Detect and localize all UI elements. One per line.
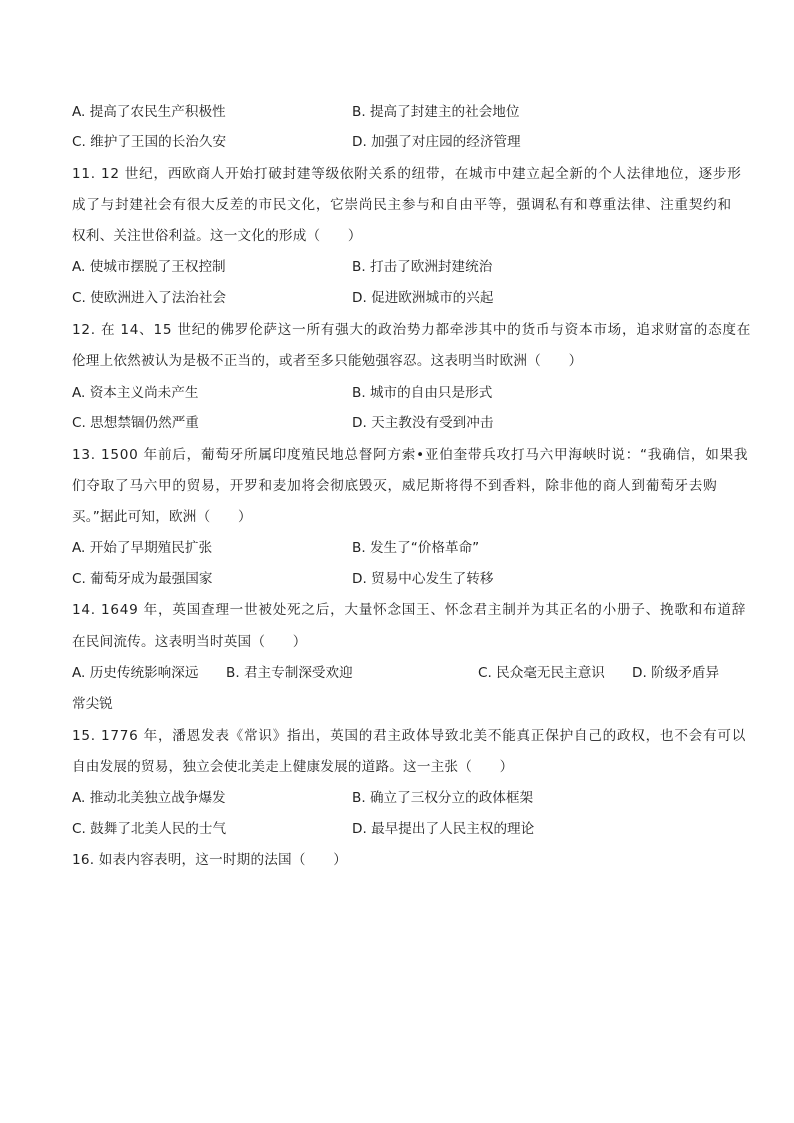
q12-option-b: B. 城市的自由只是形式 — [352, 385, 493, 401]
q11-stem-line-3: 权利、关注世俗利益。这一文化的形成（ ） — [72, 228, 362, 244]
q10-option-b: B. 提高了封建主的社会地位 — [352, 104, 520, 120]
q12-option-c: C. 思想禁锢仍然严重 — [72, 415, 199, 431]
q14-option-b: B. 君主专制深受欢迎 — [226, 665, 353, 681]
q11-option-b: B. 打击了欧洲封建统治 — [352, 259, 493, 275]
q13-stem-line-3: 买。”据此可知，欧洲（ ） — [72, 509, 252, 525]
q14-option-c: C. 民众毫无民主意识 — [478, 665, 605, 681]
q11-option-a: A. 使城市摆脱了王权控制 — [72, 259, 226, 275]
q14-option-d: D. 阶级矛盾异 — [632, 665, 720, 681]
q10-option-c: C. 维护了王国的长治久安 — [72, 134, 227, 150]
q11-option-c: C. 使欧洲进入了法治社会 — [72, 290, 227, 306]
q14-stem-line-2: 在民间流传。这表明当时英国（ ） — [72, 634, 307, 650]
q13-stem-line-1: 13. 1500 年前后，葡萄牙所属印度殖民地总督阿方索•亚伯奎带兵攻打马六甲海峡时说：“我确信，如果我 — [72, 447, 749, 463]
q13-stem-line-2: 们夺取了马六甲的贸易，开罗和麦加将会彻底毁灭，威尼斯将得不到香料，除非他的商人到葡萄牙去购 — [72, 478, 718, 494]
q15-option-a: A. 推动北美独立战争爆发 — [72, 790, 226, 806]
q13-option-a: A. 开始了早期殖民扩张 — [72, 540, 213, 556]
q10-option-a: A. 提高了农民生产积极性 — [72, 104, 226, 120]
q15-stem-line-2: 自由发展的贸易，独立会使北美走上健康发展的道路。这一主张（ ） — [72, 759, 514, 775]
q15-option-c: C. 鼓舞了北美人民的士气 — [72, 821, 227, 837]
q13-option-c: C. 葡萄牙成为最强国家 — [72, 571, 213, 587]
q10-option-d: D. 加强了对庄园的经济管理 — [352, 134, 521, 150]
q14-option-d-continued: 常尖锐 — [72, 696, 113, 712]
q14-stem-line-1: 14. 1649 年，英国查理一世被处死之后，大量怀念国王、怀念君主制并为其正名的小册子、挽歌和布道辞 — [72, 602, 747, 618]
q13-option-b: B. 发生了“价格革命” — [352, 540, 480, 556]
q12-stem-line-2: 伦理上依然被认为是极不正当的，或者至多只能勉强容忍。这表明当时欧洲（ ） — [72, 353, 583, 369]
q12-stem-line-1: 12. 在 14、15 世纪的佛罗伦萨这一所有强大的政治势力都牵涉其中的货币与资本市场，追求财富的态度在 — [72, 322, 752, 338]
q13-option-d: D. 贸易中心发生了转移 — [352, 571, 494, 587]
q12-option-a: A. 资本主义尚未产生 — [72, 385, 199, 401]
q11-stem-line-2: 成了与封建社会有很大反差的市民文化，它崇尚民主参与和自由平等，强调私有和尊重法律、注重契约和 — [72, 197, 732, 213]
q15-stem-line-1: 15. 1776 年，潘恩发表《常识》指出，英国的君主政体导致北美不能真正保护自己的政权，也不会有可以 — [72, 728, 747, 744]
q12-option-d: D. 天主教没有受到冲击 — [352, 415, 494, 431]
q15-option-b: B. 确立了三权分立的政体框架 — [352, 790, 534, 806]
q15-option-d: D. 最早提出了人民主权的理论 — [352, 821, 535, 837]
q14-option-a: A. 历史传统影响深远 — [72, 665, 199, 681]
q11-option-d: D. 促进欧洲城市的兴起 — [352, 290, 494, 306]
q11-stem-line-1: 11. 12 世纪，西欧商人开始打破封建等级依附关系的纽带，在城市中建立起全新的个人法律地位，逐步形 — [72, 166, 742, 182]
q16-stem-line-1: 16. 如表内容表明，这一时期的法国（ ） — [72, 852, 348, 868]
